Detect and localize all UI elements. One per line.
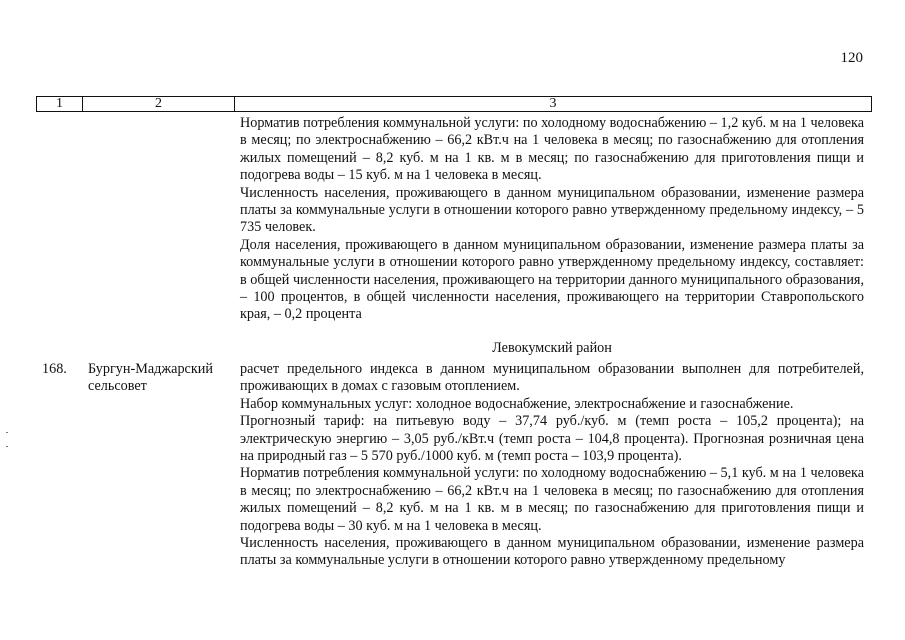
- scan-margin-mark: [6, 432, 8, 433]
- table-column-header: [36, 96, 872, 112]
- column-number-1: 1: [37, 97, 83, 111]
- continued-entry-text: [240, 115, 864, 324]
- paragraph-forecast-tariff: Прогнозный тариф: на питьевую воду – 37,74 руб./куб. м (темп роста – 105,2 процента); на электрическую энергию – 3,05 руб./кВт.ч (темп роста – 104,8 процента). Прогнозная розничная цена на природный газ – 5 570 руб./1000 куб. м (темп роста – 103,9 процента).: [240, 413, 864, 465]
- entry-text: [240, 361, 864, 570]
- region-heading: Левокумский район: [492, 340, 612, 356]
- scan-margin-mark: [6, 446, 8, 447]
- entry-number: 168.: [42, 361, 67, 377]
- page-number: 120: [840, 50, 863, 66]
- paragraph-population-count: Численность населения, проживающего в данном муниципальном образовании, изменение размера платы за коммунальные услуги в отношении которого равно утвержденному предельному: [240, 535, 864, 569]
- paragraph-calculation-basis: расчет предельного индекса в данном муниципальном образовании выполнен для потребителей, проживающих в домах с газовым отоплением.: [240, 361, 864, 395]
- column-number-3: 3: [549, 96, 557, 111]
- paragraph-population-share: Доля населения, проживающего в данном муниципальном образовании, изменение размера платы за коммунальные услуги в отношении которого равно утвержденному предельному индексу, составляет: в общей численности населения, проживающего на территории данного муниципального образования, – 100 процентов, в общей численности населения, проживающего на территории Ставропольского края, – 0,2 процента: [240, 236, 864, 323]
- entry-municipality-name: Бургун-Маджарский сельсовет: [88, 361, 213, 395]
- paragraph-population-count: Численность населения, проживающего в данном муниципальном образовании, изменение размера платы за коммунальные услуги в отношении которого равно утвержденному предельному индексу, – 5 735 человек.: [240, 184, 864, 236]
- column-number-2: 2: [83, 97, 235, 111]
- paragraph-service-set: Набор коммунальных услуг: холодное водоснабжение, электроснабжение и газоснабжение.: [240, 395, 794, 412]
- paragraph-consumption-norm: Норматив потребления коммунальной услуги: по холодному водоснабжению – 1,2 куб. м на 1 человека в месяц; по электроснабжению – 66,2 кВт.ч на 1 человека в месяц; по газоснабжению для отопления жилых помещений – 8,2 куб. м на 1 кв. м в месяц; по газоснабжению для приготовления пищи и подогрева воды – 15 куб. м на 1 человека в месяц.: [240, 115, 864, 184]
- paragraph-consumption-norm: Норматив потребления коммунальной услуги: по холодному водоснабжению – 5,1 куб. м на 1 человека в месяц; по электроснабжению – 66,2 кВт.ч на 1 человека в месяц; по газоснабжению для отопления жилых помещений – 8,2 куб. м на 1 кв. м в месяц; по газоснабжению для приготовления пищи и подогрева воды – 30 куб. м на 1 человека в месяц.: [240, 465, 864, 534]
